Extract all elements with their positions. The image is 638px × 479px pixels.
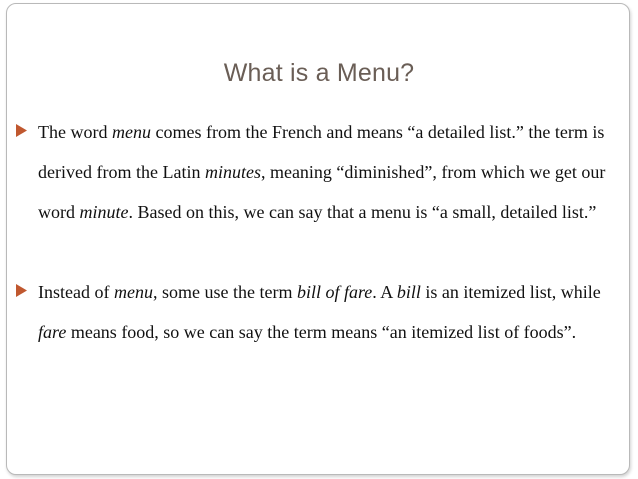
text-run: , some use the term [152, 282, 297, 302]
italic-term-menu: menu [111, 122, 151, 142]
right-triangle-bullet-shape [16, 284, 27, 297]
italic-term-menu: menu [113, 282, 153, 302]
right-triangle-bullet-icon [16, 284, 27, 297]
slide-title: What is a Menu? [223, 59, 415, 87]
text-run: is an itemized list, while [420, 282, 601, 302]
right-triangle-bullet-icon [16, 124, 27, 137]
text-run: comes from the French and means “a detailed list.” the term is derived from the Latin [38, 122, 605, 182]
italic-term-minutes: minutes [204, 162, 261, 182]
bullet-item-bill-of-fare [16, 272, 626, 352]
italic-term-bill: bill [396, 282, 421, 302]
bullet-text [38, 122, 605, 222]
text-run: means food, so we can say the term means “an itemized list of foods”. [66, 322, 577, 342]
italic-term-bill-of-fare: bill of fare [296, 282, 373, 302]
right-triangle-bullet-shape [16, 124, 27, 137]
bullet-text [38, 282, 601, 342]
text-run: . Based on this, we can say that a menu is “a small, detailed list.” [128, 202, 597, 222]
text-run: The word [38, 122, 112, 142]
text-run: , meaning “diminished”, from which we get our word [38, 162, 606, 222]
bullet-item-menu-definition [16, 112, 626, 232]
italic-term-fare: fare [38, 322, 67, 342]
italic-term-minute: minute [79, 202, 129, 222]
bullet-list [16, 112, 626, 352]
text-run: Instead of [38, 282, 114, 302]
text-run: . A [372, 282, 397, 302]
